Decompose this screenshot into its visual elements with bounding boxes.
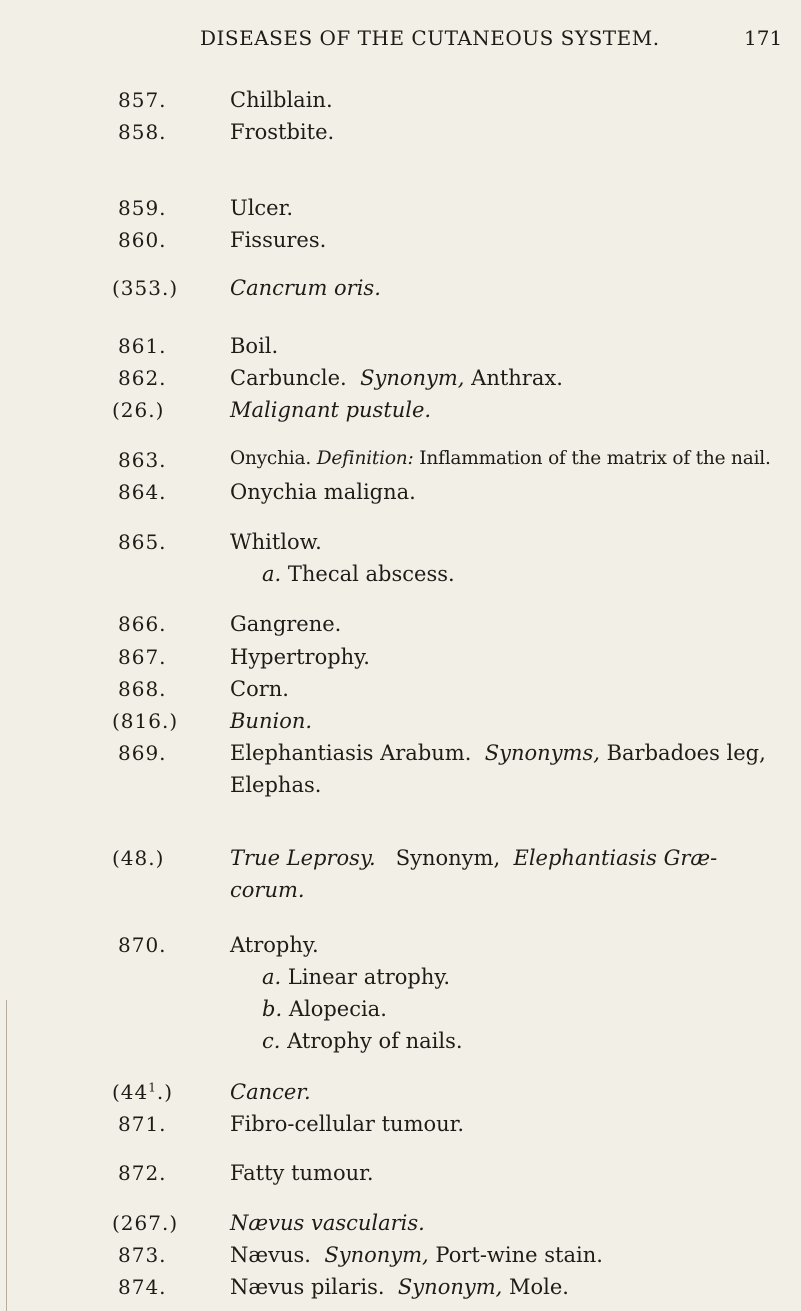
entry-text: Fissures. <box>230 228 327 252</box>
entry-number: 859. <box>118 196 167 220</box>
entry-text: Cancrum oris. <box>230 276 381 300</box>
entry-continuation: corum. <box>230 878 305 902</box>
entry-number: 865. <box>118 530 167 554</box>
entry-number: 866. <box>118 612 167 636</box>
subentry-line <box>262 1029 463 1053</box>
page-edge-line <box>6 1000 7 1311</box>
entry-text: Atrophy. <box>230 933 319 957</box>
entry-text: Malignant pustule. <box>230 398 432 422</box>
list-item <box>0 530 801 562</box>
synonym-value: Port-wine stain. <box>435 1243 603 1267</box>
synonym-label: Synonym, <box>395 846 501 870</box>
list-item-continuation <box>0 773 801 805</box>
entry-number: 867. <box>118 645 167 669</box>
entry-text: Corn. <box>230 677 289 701</box>
entry-number-line <box>112 1080 173 1104</box>
entry-number: 871. <box>118 1112 167 1136</box>
entry-text-line <box>230 366 563 390</box>
synonym-value: Anthrax. <box>471 366 563 390</box>
entry-continuation: Elephas. <box>230 773 322 797</box>
entry-text: Ulcer. <box>230 196 294 220</box>
entry-text: Bunion. <box>230 709 313 733</box>
entry-number: 857. <box>118 88 167 112</box>
entry-text: Boil. <box>230 334 279 358</box>
entry-number: 862. <box>118 366 167 390</box>
list-item <box>0 196 801 228</box>
entry-number: 863. <box>118 448 167 472</box>
entry-text: Elephantiasis Arabum. <box>230 741 472 765</box>
subentry-letter: a. <box>262 965 282 989</box>
entry-number: 861. <box>118 334 167 358</box>
entry-text-line <box>230 1275 569 1299</box>
synonym-label: Synonym, <box>360 366 465 390</box>
entry-number: (353.) <box>112 276 179 300</box>
list-item <box>0 677 801 709</box>
list-item <box>0 1211 801 1243</box>
entry-number: (267.) <box>112 1211 179 1235</box>
subentry-text: Linear atrophy. <box>287 965 451 989</box>
entry-text-line <box>230 741 766 765</box>
entry-number: 864. <box>118 480 167 504</box>
page-number: 171 <box>744 26 783 50</box>
list-item <box>0 1275 801 1307</box>
entry-number-superscript: 1 <box>148 1080 157 1095</box>
definition-label: Definition: <box>316 448 414 469</box>
entry-number: 860. <box>118 228 167 252</box>
list-item <box>0 645 801 677</box>
entry-text-line <box>230 846 717 870</box>
synonym-value: Mole. <box>509 1275 569 1299</box>
subentry-text: Atrophy of nails. <box>287 1029 463 1053</box>
entry-text: Nævus pilaris. <box>230 1275 385 1299</box>
entry-number: (816.) <box>112 709 179 733</box>
list-item <box>0 846 801 878</box>
entry-text: Nævus vascularis. <box>230 1211 425 1235</box>
entry-text: Hypertrophy. <box>230 645 370 669</box>
synonym-label: Synonym, <box>324 1243 429 1267</box>
list-item <box>0 228 801 260</box>
entry-text: Fibro-cellular tumour. <box>230 1112 465 1136</box>
list-item <box>0 741 801 773</box>
entry-text: Whitlow. <box>230 530 322 554</box>
entry-text: Frostbite. <box>230 120 335 144</box>
entry-number: 858. <box>118 120 167 144</box>
list-item <box>0 1161 801 1193</box>
entry-number: 872. <box>118 1161 167 1185</box>
entry-number: 868. <box>118 677 167 701</box>
list-item <box>0 1080 801 1112</box>
subentry-letter: a. <box>262 562 282 586</box>
subentry-letter: b. <box>262 997 283 1021</box>
entry-number: 873. <box>118 1243 167 1267</box>
entry-text: Gangrene. <box>230 612 342 636</box>
synonym-label: Synonym, <box>397 1275 503 1299</box>
list-item <box>0 398 801 430</box>
list-item <box>0 933 801 965</box>
synonym-label: Synonyms, <box>484 741 600 765</box>
running-title: DISEASES OF THE CUTANEOUS SYSTEM. <box>200 26 660 50</box>
list-item <box>0 612 801 644</box>
list-item <box>0 120 801 152</box>
entry-number: 874. <box>118 1275 167 1299</box>
entry-number: (26.) <box>112 398 165 422</box>
list-subitem <box>0 1029 801 1061</box>
definition-value: Inflammation of the matrix of the nail. <box>419 448 771 469</box>
subentry-line <box>262 562 455 586</box>
list-item <box>0 448 801 480</box>
entry-text-line <box>230 1243 603 1267</box>
entry-text: Onychia. <box>230 448 312 469</box>
entry-text: Cancer. <box>230 1080 311 1104</box>
subentry-text: Thecal abscess. <box>287 562 455 586</box>
entry-text: True Leprosy. <box>230 846 376 870</box>
list-subitem <box>0 997 801 1029</box>
list-item <box>0 480 801 512</box>
entry-text: Onychia maligna. <box>230 480 416 504</box>
entry-number: 870. <box>118 933 167 957</box>
entry-text-line <box>230 448 771 469</box>
list-item-continuation <box>0 878 801 910</box>
list-subitem <box>0 562 801 594</box>
list-subitem <box>0 965 801 997</box>
synonym-value: Barbadoes leg, <box>606 741 766 765</box>
subentry-line <box>262 997 387 1021</box>
entry-number-close: .) <box>156 1080 174 1104</box>
list-item <box>0 88 801 120</box>
subentry-text: Alopecia. <box>288 997 387 1021</box>
entry-number: (48.) <box>112 846 165 870</box>
entry-number: 869. <box>118 741 167 765</box>
entry-number: (44 <box>112 1080 149 1104</box>
list-item <box>0 1112 801 1144</box>
entry-text: Carbuncle. <box>230 366 347 390</box>
entry-text: Nævus. <box>230 1243 311 1267</box>
list-item <box>0 366 801 398</box>
subentry-line <box>262 965 450 989</box>
list-item <box>0 1243 801 1275</box>
subentry-letter: c. <box>262 1029 281 1053</box>
synonym-value: Elephantiasis Græ- <box>513 846 718 870</box>
entry-text: Chilblain. <box>230 88 333 112</box>
list-item <box>0 334 801 366</box>
list-item <box>0 276 801 308</box>
entry-text: Fatty tumour. <box>230 1161 374 1185</box>
list-item <box>0 709 801 741</box>
